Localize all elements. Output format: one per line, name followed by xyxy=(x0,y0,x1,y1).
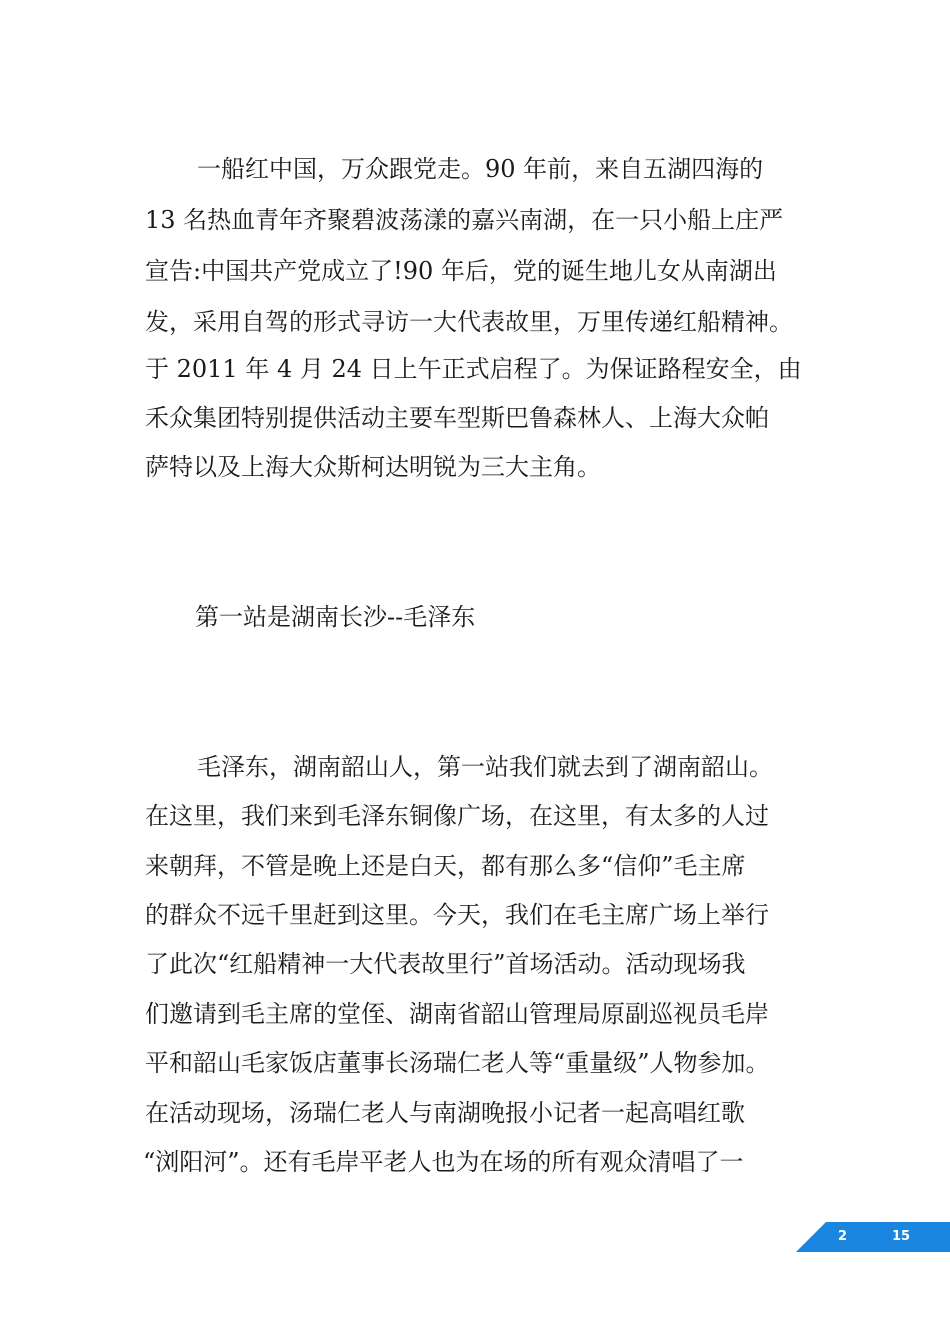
text-line: 了此次“红船精神一大代表故里行”首场活动。活动现场我 xyxy=(145,950,746,978)
text-line: 的群众不远千里赶到这里。今天，我们在毛主席广场上举行 xyxy=(145,901,769,929)
total-pages: 15 xyxy=(892,1229,911,1244)
text-line: “浏阳河”。还有毛岸平老人也为在场的所有观众清唱了一 xyxy=(143,1148,744,1176)
text-line: 发，采用自驾的形式寻访一大代表故里，万里传递红船精神。 xyxy=(145,308,793,336)
text-line: 在这里，我们来到毛泽东铜像广场，在这里，有太多的人过 xyxy=(145,802,769,830)
text-line: 于 2011 年 4 月 24 日上午正式启程了。为保证路程安全，由 xyxy=(145,355,802,383)
text-line: 宣告:中国共产党成立了!90 年后，党的诞生地儿女从南湖出 xyxy=(145,257,777,285)
text-line: 平和韶山毛家饭店董事长汤瑞仁老人等“重量级”人物参加。 xyxy=(145,1049,770,1077)
text-line: 禾众集团特别提供活动主要车型斯巴鲁森林人、上海大众帕 xyxy=(145,404,769,432)
section-heading: 第一站是湖南长沙--毛泽东 xyxy=(195,603,476,631)
text-line: 毛泽东，湖南韶山人，第一站我们就去到了湖南韶山。 xyxy=(197,753,773,781)
text-line: 来朝拜，不管是晚上还是白天，都有那么多“信仰”毛主席 xyxy=(145,852,746,880)
text-line: 在活动现场，汤瑞仁老人与南湖晚报小记者一起高唱红歌 xyxy=(145,1099,745,1127)
page-number: 2 xyxy=(838,1229,848,1244)
text-line: 们邀请到毛主席的堂侄、湖南省韶山管理局原副巡视员毛岸 xyxy=(145,1000,769,1028)
page-footer-band xyxy=(796,1222,950,1252)
text-line: 13 名热血青年齐聚碧波荡漾的嘉兴南湖，在一只小船上庄严 xyxy=(145,206,784,234)
text-line: 一船红中国，万众跟党走。90 年前，来自五湖四海的 xyxy=(197,155,764,183)
text-line: 萨特以及上海大众斯柯达明锐为三大主角。 xyxy=(145,453,601,481)
